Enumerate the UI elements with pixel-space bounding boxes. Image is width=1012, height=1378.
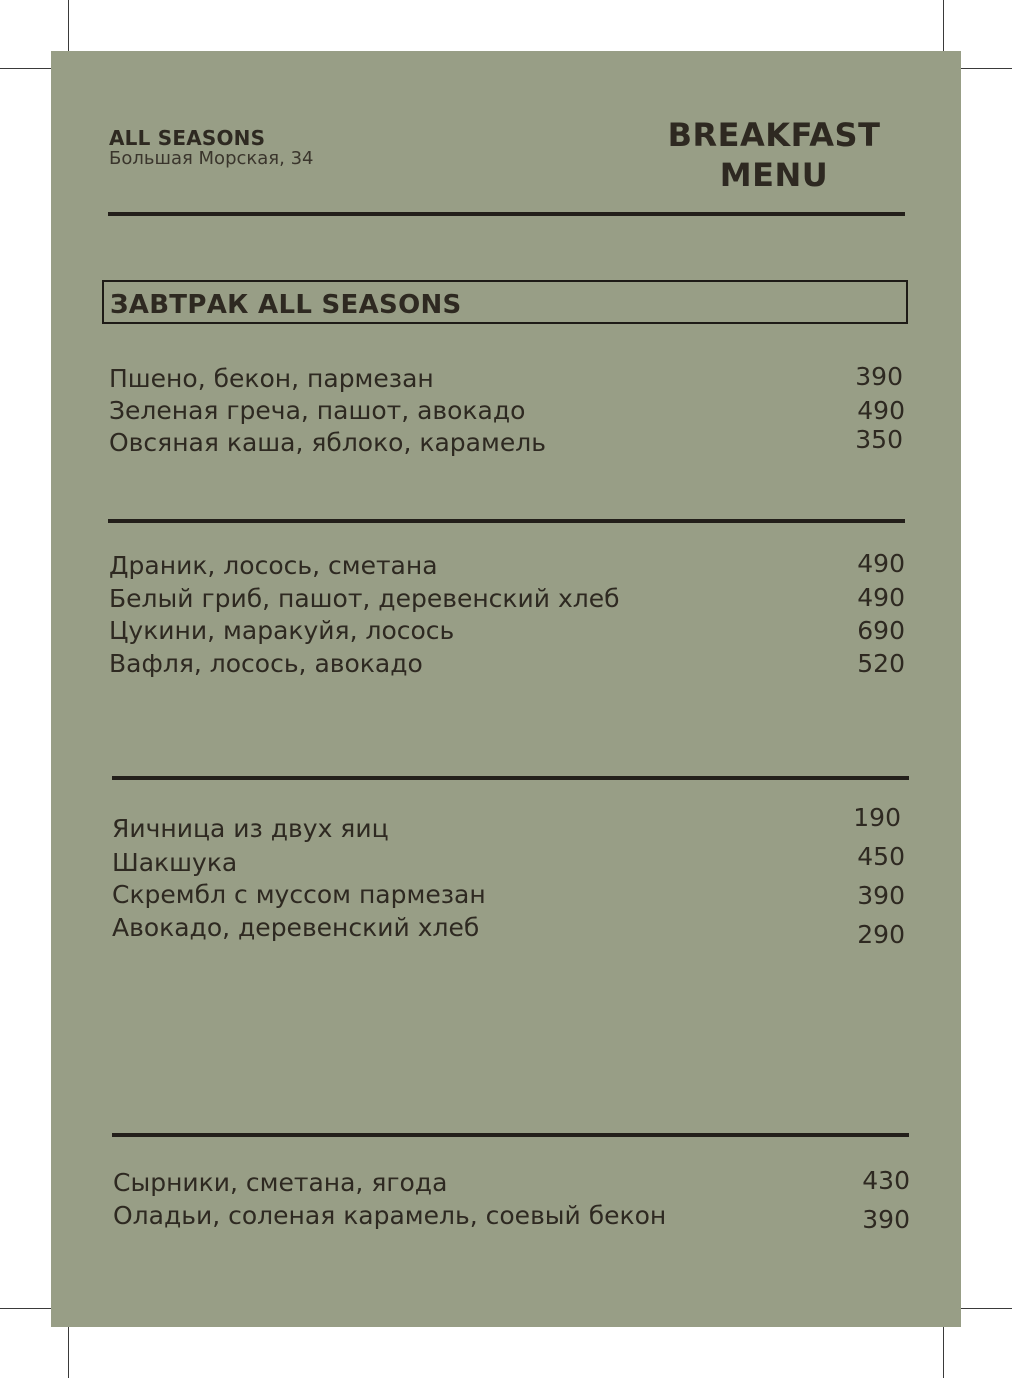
crop-mark [68,1326,69,1378]
menu-item [51,364,961,398]
item-name: Оладьи, соленая карамель, соевый бекон [113,1201,667,1230]
menu-item [51,649,961,683]
item-name: Вафля, лосось, авокадо [109,649,423,678]
divider-rule [112,776,909,780]
menu-item [51,880,961,914]
restaurant-address: Большая Морская, 34 [109,148,314,169]
crop-mark [0,68,52,69]
menu-title-line1: BREAKFAST [667,116,881,154]
item-name: Сырники, сметана, ягода [113,1168,448,1197]
item-price: 430 [862,1166,910,1195]
item-name: Авокадо, деревенский хлеб [112,913,480,942]
divider-rule [112,1133,909,1137]
crop-mark [960,68,1012,69]
item-name: Овсяная каша, яблоко, карамель [109,428,546,457]
menu-item [51,616,961,650]
item-price: 350 [855,425,903,454]
menu-item [51,1201,961,1235]
section-header [102,280,908,324]
crop-mark [943,1326,944,1378]
restaurant-name: ALL SEASONS [109,126,266,150]
brand-block [109,127,313,169]
divider-rule [108,519,905,523]
item-price: 690 [857,616,905,645]
section-title: ЗАВТРАК ALL SEASONS [110,290,462,320]
item-price: 490 [857,583,905,612]
item-price: 490 [857,396,905,425]
item-name: Шакшука [112,848,238,877]
item-name: Зеленая греча, пашот, авокадо [109,396,526,425]
menu-item [51,425,961,462]
menu-item [51,913,961,947]
item-price: 490 [857,549,905,578]
item-price: 450 [857,842,905,871]
item-name: Скрембл с муссом пармезан [112,880,486,909]
item-price: 390 [855,362,903,391]
menu-item [51,842,961,882]
menu-title [644,115,904,195]
menu-title-line2: MENU [719,156,829,194]
item-price: 290 [857,920,905,949]
item-price: 390 [857,881,905,910]
item-price: 520 [857,649,905,678]
item-name: Цукини, маракуйя, лосось [109,616,455,645]
divider-rule [108,212,905,216]
item-name: Яичница из двух яиц [112,814,389,843]
menu-item [51,1168,961,1202]
menu-item [51,584,961,618]
crop-mark [943,0,944,52]
menu-item [51,551,961,585]
item-name: Драник, лосось, сметана [109,551,438,580]
crop-mark [960,1308,1012,1309]
menu-page [51,51,961,1327]
crop-mark [0,1308,52,1309]
item-price: 190 [853,803,901,832]
item-name: Пшено, бекон, пармезан [109,364,434,393]
crop-mark [68,0,69,52]
item-price: 390 [862,1205,910,1234]
item-name: Белый гриб, пашот, деревенский хлеб [109,584,620,613]
